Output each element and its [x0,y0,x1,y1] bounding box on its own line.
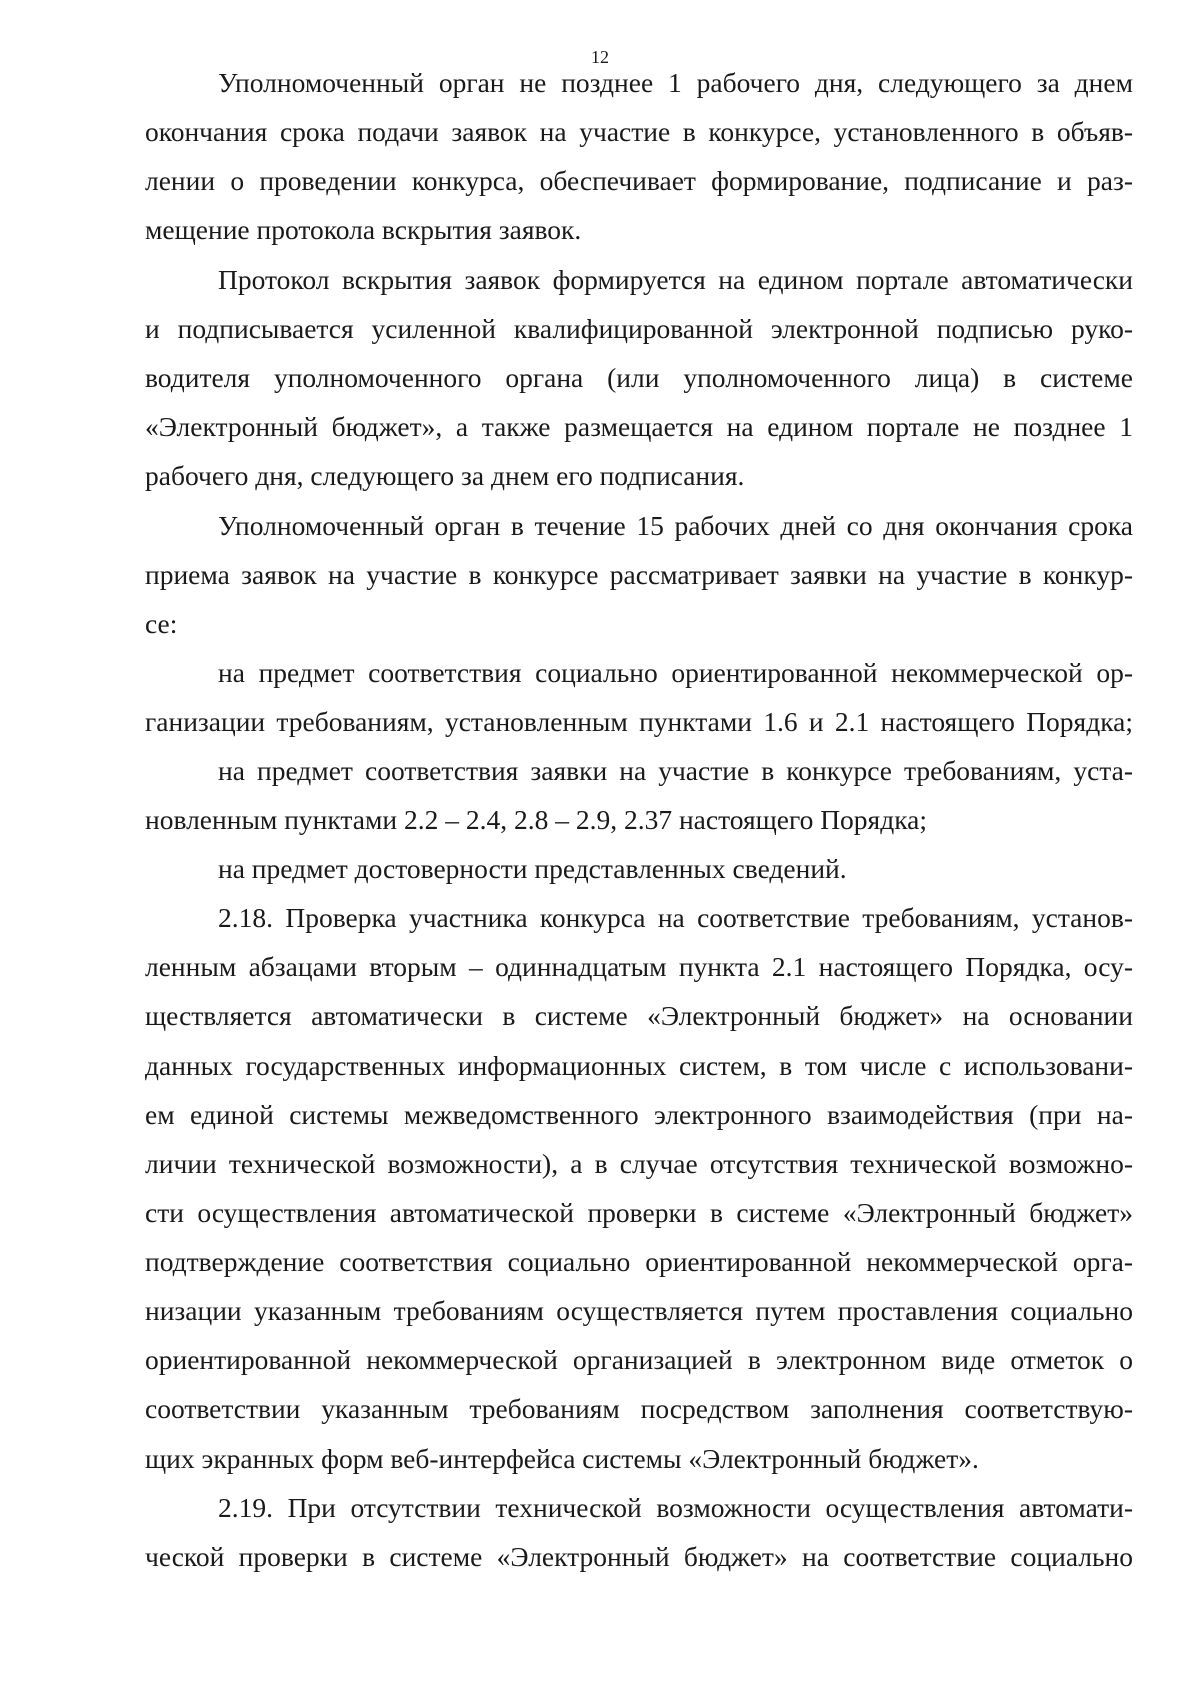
text-line: щих экранных форм веб-интерфейса системы «Электронный бюджет». [145,1443,979,1474]
text-line: 2.19. При отсутствии технической возможности осуществления автомати- [218,1492,1133,1523]
text-line: на предмет достоверности представленных сведений. [218,853,847,884]
text-line: и подписывается усиленной квалифицированной электронной подписью руко- [145,313,1133,344]
text-line: соответствии указанным требованиям посредством заполнения соответствую- [145,1393,1133,1424]
text-line: мещение протокола вскрытия заявок. [145,214,582,245]
text-line: «Электронный бюджет», а также размещается на едином портале не позднее 1 [145,411,1133,442]
text-line: ленным абзацами вторым – одиннадцатым пункта 2.1 настоящего Порядка, осу- [145,951,1133,982]
text-line: Уполномоченный орган не позднее 1 рабочего дня, следующего за днем [218,67,1133,98]
text-line: 2.18. Проверка участника конкурса на соответствие требованиям, установ- [218,902,1133,933]
text-line: ганизации требованиям, установленным пунктами 1.6 и 2.1 настоящего Порядка; [145,706,1133,737]
text-line: се: [145,608,178,639]
text-line: низации указанным требованиям осуществляется путем проставления социально [145,1295,1133,1326]
text-line: Уполномоченный орган в течение 15 рабочих дней со дня окончания срока [218,510,1133,541]
text-line: приема заявок на участие в конкурсе рассматривает заявки на участие в конкур- [145,559,1133,590]
text-line: на предмет соответствия социально ориентированной некоммерческой ор- [218,657,1133,688]
page-number: 12 [591,47,609,67]
text-line: окончания срока подачи заявок на участие в конкурсе, установленного в объяв- [145,116,1133,147]
text-line: сти осуществления автоматической проверки в системе «Электронный бюджет» [145,1197,1133,1228]
text-line: ществляется автоматически в системе «Электронный бюджет» на основании [145,1000,1133,1031]
text-line: ем единой системы межведомственного электронного взаимодействия (при на- [145,1099,1133,1130]
text-line: Протокол вскрытия заявок формируется на едином портале автоматически [218,264,1133,295]
text-line: на предмет соответствия заявки на участие в конкурсе требованиям, уста- [218,755,1133,786]
text-line: рабочего дня, следующего за днем его подписания. [145,460,745,491]
text-line: ческой проверки в системе «Электронный бюджет» на соответствие социально [145,1541,1133,1572]
text-line: лении о проведении конкурса, обеспечивает формирование, подписание и раз- [145,165,1133,196]
text-line: новленным пунктами 2.2 – 2.4, 2.8 – 2.9, 2.37 настоящего Порядка; [145,804,927,835]
text-line: личии технической возможности), а в случае отсутствия технической возможно- [145,1148,1133,1179]
text-line: данных государственных информационных систем, в том числе с использовани- [145,1050,1133,1081]
text-line: водителя уполномоченного органа (или уполномоченного лица) в системе [145,362,1133,393]
text-line: ориентированной некоммерческой организацией в электронном виде отметок о [145,1344,1133,1375]
text-line: подтверждение соответствия социально ориентированной некоммерческой орга- [145,1246,1133,1277]
